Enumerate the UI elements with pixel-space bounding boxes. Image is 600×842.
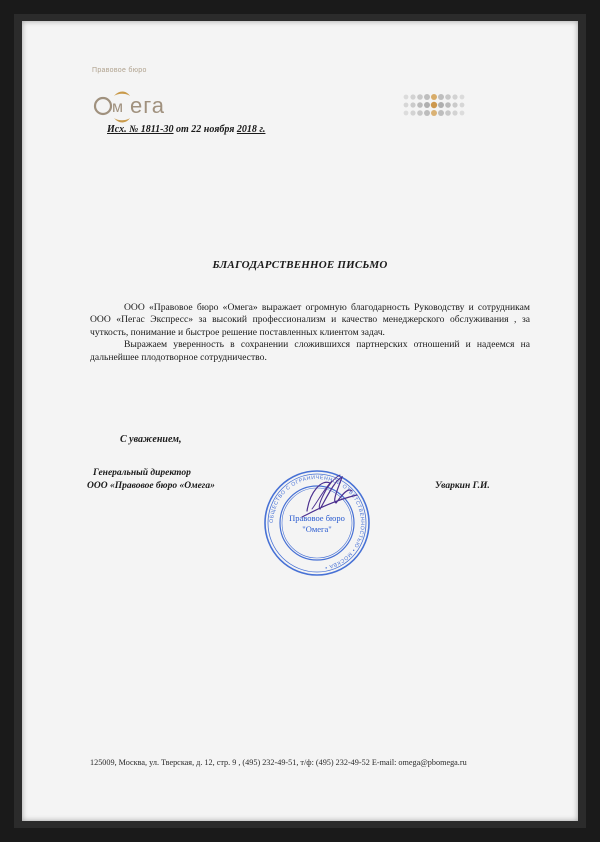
reference-number <box>107 124 265 135</box>
letterhead-footer: 125009, Москва, ул. Тверская, д. 12, стр. 9 , (495) 232-49-51, т/ф: (495) 232-49-52 E-mail: omega@pbomega.ru <box>90 758 467 767</box>
stamp-center-line1: Правовое бюро <box>289 513 345 523</box>
letter-body <box>90 302 530 364</box>
reference-middle: от 22 ноября <box>173 124 237 135</box>
closing: С уважением, <box>120 434 182 445</box>
handwritten-signature <box>302 477 357 517</box>
stamp-center-line2: "Омега" <box>302 524 332 534</box>
stamp-ring-text: ОБЩЕСТВО С ОГРАНИЧЕННОЙ ОТВЕТСТВЕННОСТЬЮ • МОСКВА • <box>268 474 366 571</box>
signer-organization: ООО «Правовое бюро «Омега» <box>87 481 215 491</box>
decorative-dots-icon <box>402 89 512 129</box>
reference-year: 2018 г. <box>236 124 266 135</box>
logo-wordmark: ега <box>130 93 166 118</box>
letter-page <box>22 21 578 821</box>
paragraph: Выражаем уверенность в сохранении сложившихся партнерских отношений и надеемся на дальнейшее плодотворное сотрудничество. <box>90 339 530 363</box>
letter-title: БЛАГОДАРСТВЕННОЕ ПИСЬМО <box>212 259 388 271</box>
signer-position: Генеральный директор <box>93 468 191 478</box>
company-stamp <box>262 451 372 591</box>
signer-name: Уваркин Г.И. <box>435 481 490 491</box>
logo-subtitle: Правовое бюро <box>92 67 147 74</box>
reference-prefix: Исх. № 1811-30 <box>107 124 174 135</box>
paragraph: ООО «Правовое бюро «Омега» выражает огромную благодарность Руководству и сотрудникам ООО «Пегас Экспресс» за высокий профессионализм и качество менеджерского обслуживания , за чуткость, понимание и быстрое решение поставленных клиентом задач. <box>90 302 530 338</box>
omega-logo <box>92 66 242 126</box>
svg-text:м: м <box>112 99 123 116</box>
